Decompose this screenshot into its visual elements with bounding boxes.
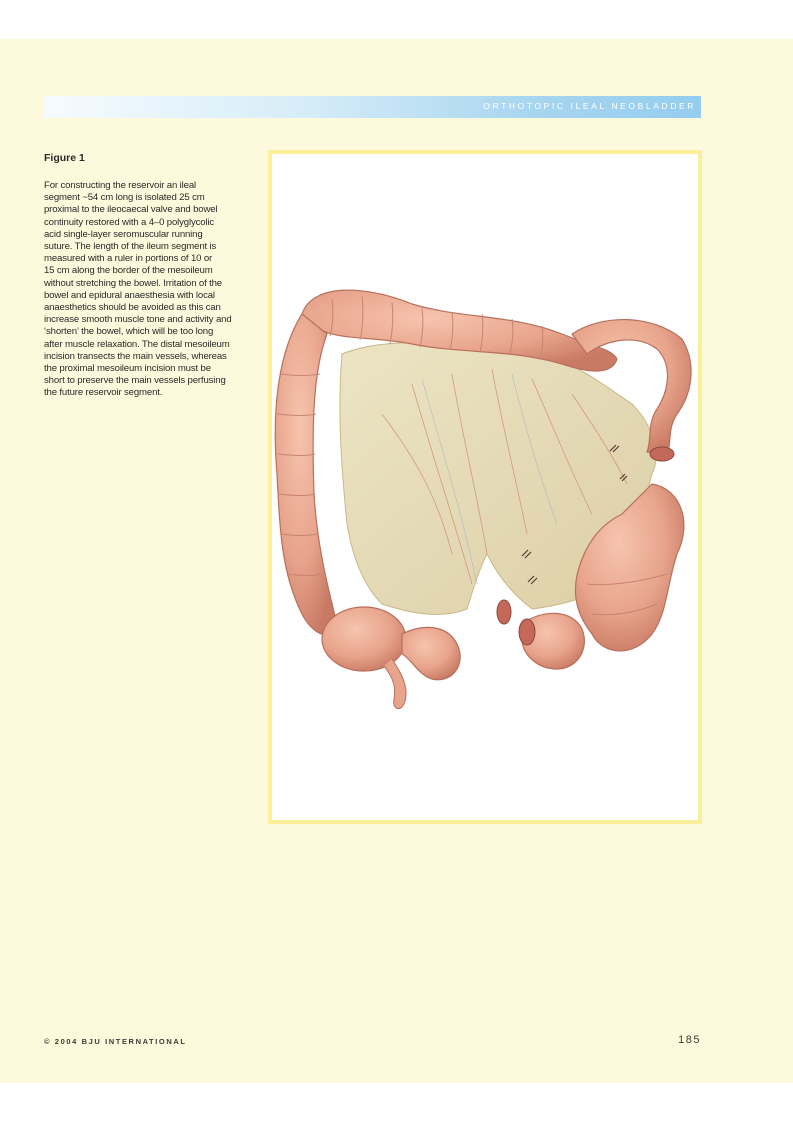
page: [0, 39, 793, 1083]
figure-label: Figure 1: [44, 152, 85, 164]
ileum-cut-end-top: [650, 447, 674, 461]
ileum-cut-end-left: [497, 600, 511, 624]
page-number: 185: [678, 1034, 701, 1046]
ileum-cut-end-right: [519, 619, 535, 645]
running-header-band: [44, 96, 701, 118]
figure-caption: For constructing the reservoir an ileal segment ~54 cm long is isolated 25 cm proximal to the ileocaecal valve and bowel continuity restored with a 4–0 polyglycolic acid single-layer seromuscular running suture. The length of the ileum segment is measured with a ruler in portions of 10 or 15 cm along the border of the mesoileum without stretching the bowel. Irritation of the bowel and epidural anaesthesia with local anaesthetics should be avoided as this can increase smooth muscle tone and activity and ‘shorten’ the bowel, which will be too long after muscle relaxation. The distal mesoileum incision transects the main vessels, whereas the proximal mesoileum incision must be short to preserve the main vessels perfusing the future reservoir segment.: [44, 180, 232, 399]
ascending-colon: [275, 314, 337, 635]
footer-copyright: © 2004 BJU INTERNATIONAL: [44, 1037, 187, 1046]
bowel-illustration: [272, 154, 698, 820]
appendix: [384, 659, 406, 709]
running-header-title: ORTHOTOPIC ILEAL NEOBLADDER: [483, 101, 696, 111]
terminal-ileum-loop: [402, 627, 460, 679]
figure-frame: [268, 150, 702, 824]
